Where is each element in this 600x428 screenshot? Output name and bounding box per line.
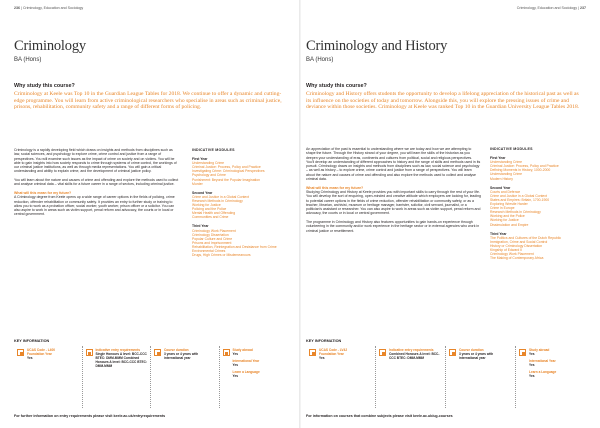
page-number: 237: [580, 6, 586, 10]
entry-icon: [379, 349, 386, 356]
key-info-entry: [376, 346, 446, 408]
key-info-entry: [83, 346, 152, 408]
course-title: Criminology and History: [306, 38, 448, 54]
module-item: Understanding Crime: [490, 160, 523, 165]
module-item: The Politics and Cultures of the Dutch Republic: [490, 235, 562, 240]
key-info-duration: [151, 346, 220, 408]
body-paragraph: You will learn about the nature and causes of crime and offending and explore the methods used to collect and analyse criminal data – vital skills for a future career in a range of sectors, including criminal justice.: [14, 178, 179, 187]
module-item: Defining Moments in History, 1000-2000: [490, 168, 551, 173]
module-item: Mental Health and Offending: [192, 211, 236, 216]
extra-text: The programme in Criminology and History also features opportunities to gain hands-on experience through volunteering in the community and/or work experience in the heritage sector or in external agencies who work in criminal justice or resettlement.: [306, 220, 480, 233]
module-item: Courts and Defence: [490, 189, 521, 194]
body-paragraph: Criminology is a rapidly developing field which draws on insights and methods from disciplines such as law, social sciences, and psychology to explore crime, crime control and justice from a range of perspectives. You will examine such issues as the impact of crime on society and on victims. You will be able to gain insights into how society responds to crime through systems of crime control, the workings of our criminal justice institutions, as well as through media representations. You will gain a critical understanding and ability to explain crime, and the development of criminal justice policy.: [14, 148, 177, 174]
key-value: Yes: [232, 362, 238, 367]
module-item: Popular Culture and Crime: [192, 236, 233, 241]
module-item: Rehabilitation, Reintegration and Desistance from Crime: [192, 244, 277, 249]
key-info-heading: KEY INFORMATION: [14, 339, 50, 343]
module-item: Crime in Europe: [490, 206, 515, 211]
key-value: Combined Honours A level: BCC-CCC BTEC: DMM-MMM: [389, 351, 440, 360]
module-item: Dissimulation and Empire: [490, 222, 529, 227]
key-value: Yes: [27, 355, 33, 360]
section-name: Criminology, Education and Sociology: [22, 6, 84, 10]
key-value: Yes: [319, 355, 325, 360]
module-item: Environmental Crimes: [192, 248, 226, 253]
key-value: Yes: [232, 373, 238, 378]
key-label: International Year: [529, 358, 556, 363]
module-item: Modern History: [490, 176, 513, 181]
key-info-heading: KEY INFORMATION: [306, 339, 342, 343]
module-item: Working for Justice: [490, 218, 519, 223]
body-column: [14, 148, 179, 221]
module-item: Criminology Work Placement: [490, 252, 534, 257]
module-item: Exploring Wrestle Harder: [490, 202, 528, 207]
study-abroad-icon: [223, 349, 230, 356]
module-item: Understanding Crime: [490, 172, 523, 177]
degree-type: BA (Hons): [306, 57, 334, 63]
career-heading: What will this mean for my future?: [306, 185, 364, 190]
module-item: Understanding Crime: [192, 161, 225, 166]
key-value: 3 years or 4 years with international year: [164, 351, 199, 360]
key-info-ucas: [306, 346, 376, 408]
module-item: Criminology Work Placement: [192, 228, 236, 233]
module-item: Crime and Justice in a Global Context: [192, 194, 249, 199]
year-label: Third Year: [490, 231, 507, 236]
key-value: Yes: [529, 373, 535, 378]
key-label: Indicative entry requirements: [95, 348, 140, 352]
key-value: Single Honours A level: BCC-CCC BTEC: DMM-MMM Combined Honours A level: BCC-CCC BTEC: DMM-MMM: [95, 351, 147, 368]
key-info-strip: [14, 346, 287, 408]
body-paragraph: An appreciation of the past is essential to understanding where we are today and how we are attempting to shape the future. Through the History strand of your degree, you will learn the skills of the historian as you deepen your understanding of eras, continents and cultures from political, social and religious perspectives. You'll develop an understanding of different approaches to history and the range of skills and methods used in its pursuit. Criminology draws on insights and methods from disciplines such as law, social science and psychology – as well as history – to explore crime, crime control and justice from a range of perspectives. You will learn about the nature and causes of crime and offending and also explore the methods used to collect and analyse criminal data.: [306, 147, 481, 182]
key-label: Study abroad: [529, 348, 550, 352]
module-item: Psychology and Crime: [192, 173, 226, 178]
right-page: [300, 0, 600, 428]
module-item: Criminal Justice: Process, Policy and Practice: [192, 165, 261, 170]
key-info-strip: [306, 346, 585, 408]
career-text: A Criminology degree from Keele opens up a wide range of career options in the fields of policing, crime reduction, offender rehabilitation or community safety. It provides an entry to further study or training to allow you to work as a probation officer, social worker, youth worker, prison officer or a solicitor. You can also aspire to work in areas such as victim support, penal reform and advocacy, the courts or in local or central government.: [14, 195, 175, 217]
module-item: Communities and Crime: [192, 215, 229, 220]
module-item: Punishment: Beyond the Popular Imagination: [192, 177, 261, 182]
modules-heading: INDICATIVE MODULES: [490, 147, 533, 151]
key-info-duration: [446, 346, 516, 408]
why-heading: Why study this course?: [14, 83, 75, 89]
year-label: Second Year: [192, 190, 213, 195]
key-label: UCAS Code - L400: [27, 348, 55, 352]
key-label: Learn a Language: [529, 369, 557, 374]
degree-type: BA (Hons): [14, 57, 42, 63]
body-column: [306, 147, 481, 237]
module-item: Immigration, Crime and Social Control: [490, 239, 548, 244]
key-info-study-abroad: [220, 346, 288, 408]
key-label: Learn a Language: [232, 369, 260, 374]
modules-list: [192, 148, 288, 257]
module-item: The Making of Contemporary Africa: [490, 256, 544, 261]
key-label: International Year: [232, 358, 260, 363]
module-item: Prisons and Imprisonment: [192, 240, 232, 245]
key-label: Indicative entry requirements: [389, 348, 434, 352]
module-item: States and Empires: Britain, 1700-1900: [490, 197, 550, 202]
career-text: Studying Criminology and History at Keele provides you with important skills to carry through the rest of your life. You will develop the sort of enquiring, open-minded and creative attitude which employers are looking for, leading to potential career options in the fields of crime reduction, offender rehabilitation or community safety, or as a teacher, librarian, archivist, museum or heritage manager, barrister, solicitor, civil servant, journalist, or a politician's assistant or researcher. You can also aspire to work in areas such as victim support, penal reform and advocacy, the courts or in local or central government.: [306, 189, 481, 216]
page-number: 236: [14, 6, 20, 10]
year-label: Second Year: [490, 185, 511, 190]
module-item: Crime and Justice in a Global Context: [490, 193, 547, 198]
course-title: Criminology: [14, 38, 86, 54]
module-item: Kingship of Edward II: [490, 247, 523, 252]
module-item: Working and the Police: [490, 214, 525, 219]
career-heading: What will this mean for my future?: [14, 190, 72, 195]
running-head: Criminology, Education and Sociology | 237: [516, 6, 586, 10]
module-item: Criminology Dissertation: [192, 232, 229, 237]
module-item: Investigating Crime: Criminological Perspectives: [192, 169, 265, 174]
key-label: Course duration: [164, 348, 189, 352]
key-label: Study abroad: [232, 348, 253, 352]
key-info-study-abroad: [516, 346, 585, 408]
footer-note: For information on courses that combine subjects please visit keele.ac.uk/ug-courses: [306, 414, 453, 418]
study-abroad-icon: [519, 349, 526, 356]
key-label: Foundation Year: [27, 351, 52, 356]
duration-icon: [449, 349, 456, 356]
year-label: First Year: [490, 156, 506, 161]
module-item: Policing and the Police: [192, 207, 227, 212]
key-label: Foundation Year: [319, 351, 344, 356]
key-value: Yes: [232, 351, 238, 356]
entry-icon: [86, 349, 93, 356]
modules-heading: INDICATIVE MODULES: [192, 148, 235, 152]
module-item: Drugs, High Crimes or Misdemeanours: [192, 253, 251, 258]
intro-text: Criminology at Keele was Top 10 in the Guardian League Tables for 2018. We continue to offer a dynamic and cutting-edge programme. You will learn from active criminological researchers who specialise in areas such as criminal justice, prisons, rehabilitation, community safety and a range of different forms of policing.: [14, 91, 282, 111]
module-item: History or Criminology Dissertation: [490, 243, 543, 248]
footer-note: For further information on entry requirements please visit keele.ac.uk/entryrequirements: [14, 414, 166, 418]
year-label: Third Year: [192, 224, 209, 229]
module-item: Criminal Justice: Process, Policy and Practice: [490, 164, 559, 169]
module-item: Research Methods in Criminology: [490, 210, 541, 215]
section-name: Criminology, Education and Sociology: [516, 6, 578, 10]
ucas-icon: [17, 349, 24, 356]
module-item: Research Methods in Criminology: [192, 198, 243, 203]
key-value: Yes: [529, 362, 535, 367]
key-value: Yes: [529, 351, 535, 356]
module-item: Working for Justice: [192, 203, 221, 208]
running-head: 236 | Criminology, Education and Sociology: [14, 6, 84, 10]
year-label: First Year: [192, 157, 208, 162]
modules-list: [490, 147, 586, 260]
ucas-icon: [309, 349, 316, 356]
key-label: UCAS Code - LV42: [319, 348, 348, 352]
key-value: 3 years or 4 years with international year: [459, 351, 494, 360]
key-label: Course duration: [459, 348, 484, 352]
duration-icon: [154, 349, 161, 356]
why-heading: Why study this course?: [306, 83, 367, 89]
module-item: Murder: [192, 181, 203, 186]
intro-text: Criminology and History offers students the opportunity to develop a lifelong appreciation of the historical past as well as its influence on the societies of today and tomorrow. Alongside this, you will explore the pressing issues of crime and deviance within those societies. Criminology at Keele was ranked Top 10 in the Guardian University League Tables 2018.: [306, 91, 580, 111]
key-info-ucas: [14, 346, 83, 408]
